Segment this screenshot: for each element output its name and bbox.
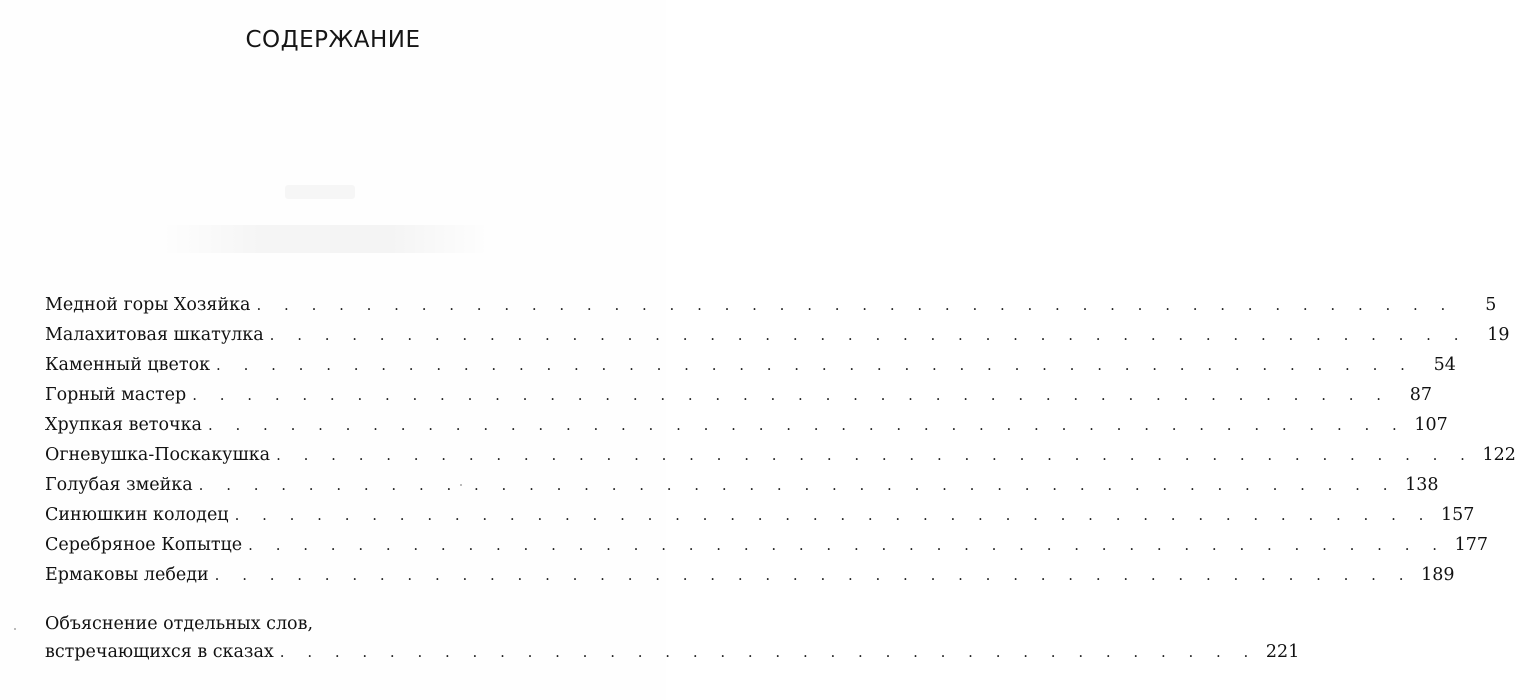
appendix-row: [45, 638, 1300, 666]
toc-entry: [45, 560, 1455, 590]
dot-leader: . . . . . . . . . . . . . . . . . . . . . . . . . . . . . . . . . . . .: [279, 643, 1258, 661]
toc-entry-page: 5: [1485, 295, 1497, 315]
toc-entry-title: Малахитовая шкатулка: [45, 320, 270, 350]
toc-entry-title: Огневушка-Поскакушка: [45, 440, 276, 470]
toc-entry-page: 157: [1440, 505, 1475, 525]
toc-entry: [45, 530, 1488, 560]
toc-entry-page: 87: [1409, 385, 1433, 405]
dot-leader: . . . . . . . . . . . . . . . . . . . . . . . . . . . . . . . . . . . . . . . . . . . .: [269, 326, 1468, 344]
bleed-through-smudge: [285, 185, 355, 199]
toc-entry-page: 19: [1487, 325, 1510, 345]
toc-entry: [45, 350, 1456, 380]
dot-leader: . . . . . . . . . . . . . . . . . . . . . . . . . . . . . . . . . . . . . . . . . . . .: [214, 566, 1413, 584]
dot-leader: . . . . . . . . . . . . . . . . . . . . . . . . . . . . . . . . . . . . . . . . . . . .: [276, 446, 1474, 464]
toc-entry-page: 189: [1421, 565, 1455, 585]
page-title: СОДЕРЖАНИЕ: [245, 27, 421, 53]
toc-entry-page: 138: [1405, 475, 1439, 495]
toc-entry-title: Серебряное Копытце: [45, 530, 248, 560]
toc-entry-title: Голубая змейка: [45, 470, 199, 500]
appendix-title-line1: Объяснение отдельных слов,: [45, 614, 314, 634]
toc-entry: [45, 410, 1448, 440]
toc-entry: [45, 380, 1433, 410]
toc-entry-page: 177: [1454, 535, 1488, 555]
toc-entry: [45, 290, 1497, 320]
toc-entry-title: Медной горы Хозяйка: [45, 290, 257, 320]
toc-entry: [45, 470, 1439, 500]
dot-leader: . . . . . . . . . . . . . . . . . . . . . . . . . . . . . . . . . . . . . . . . . . . .: [192, 386, 1391, 404]
toc-entry-page: 107: [1414, 415, 1448, 435]
toc-entry-title: Ермаковы лебеди: [45, 560, 215, 590]
dot-leader: . . . . . . . . . . . . . . . . . . . . . . . . . . . . . . . . . . . . . . . . . . . .: [198, 476, 1397, 494]
toc-entry: [45, 500, 1475, 530]
toc-entry: [45, 320, 1510, 350]
dot-leader: . . . . . . . . . . . . . . . . . . . . . . . . . . . . . . . . . . . . . . . . . . . .: [248, 536, 1446, 554]
toc-entry-title: Синюшкин колодец: [45, 500, 235, 530]
toc-entry: [45, 440, 1516, 470]
toc-entry-title: Горный мастер: [45, 380, 192, 410]
paper-speck: [14, 628, 16, 630]
toc-entry-page: 54: [1433, 355, 1456, 375]
toc-entry-title: Хрупкая веточка: [45, 410, 208, 440]
table-of-contents: [45, 290, 1516, 590]
toc-appendix-entry: [45, 610, 1300, 666]
toc-entry-page: 122: [1482, 445, 1516, 465]
bleed-through-band: [160, 225, 490, 253]
appendix-title-line2: встречающихся в сказах: [45, 642, 274, 662]
appendix-page: 221: [1265, 642, 1300, 662]
dot-leader: . . . . . . . . . . . . . . . . . . . . . . . . . . . . . . . . . . . . . . . . . . . .: [256, 296, 1455, 314]
paper-speck: [460, 484, 462, 486]
toc-entry-title: Каменный цветок: [45, 350, 216, 380]
dot-leader: . . . . . . . . . . . . . . . . . . . . . . . . . . . . . . . . . . . . . . . . . . . .: [234, 506, 1433, 524]
dot-leader: . . . . . . . . . . . . . . . . . . . . . . . . . . . . . . . . . . . . . . . . . . . .: [207, 416, 1406, 434]
dot-leader: . . . . . . . . . . . . . . . . . . . . . . . . . . . . . . . . . . . . . . . . . . . .: [216, 356, 1414, 374]
